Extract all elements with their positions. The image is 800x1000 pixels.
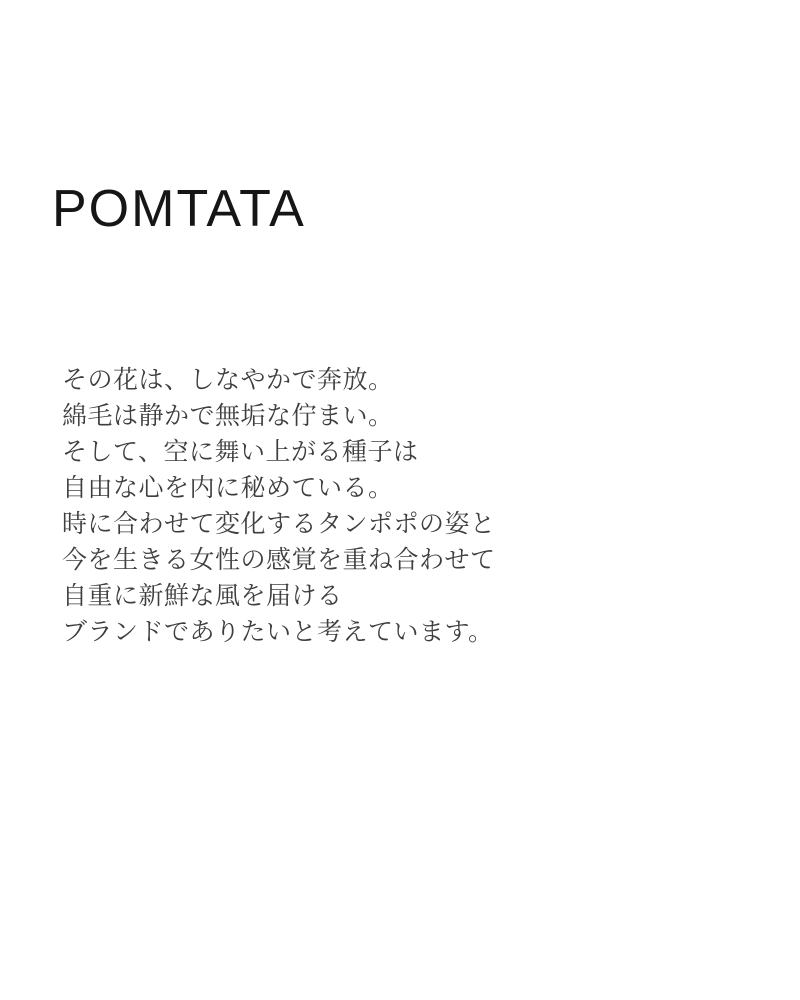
statement-line: ブランドでありたいと考えています。 bbox=[62, 618, 494, 646]
statement-line: 今を生きる女性の感覚を重ね合わせて bbox=[62, 546, 496, 574]
statement-line: そして、空に舞い上がる種子は bbox=[62, 438, 419, 466]
brand-logo-title: POMTATA bbox=[52, 180, 306, 238]
brand-statement bbox=[62, 362, 496, 650]
statement-line: その花は、しなやかで奔放。 bbox=[62, 366, 394, 394]
statement-line: 時に合わせて変化するタンポポの姿と bbox=[62, 510, 496, 538]
statement-line: 綿毛は静かで無垢な佇まい。 bbox=[62, 402, 394, 430]
statement-line: 自重に新鮮な風を届ける bbox=[62, 582, 343, 610]
statement-line: 自由な心を内に秘めている。 bbox=[62, 474, 394, 502]
